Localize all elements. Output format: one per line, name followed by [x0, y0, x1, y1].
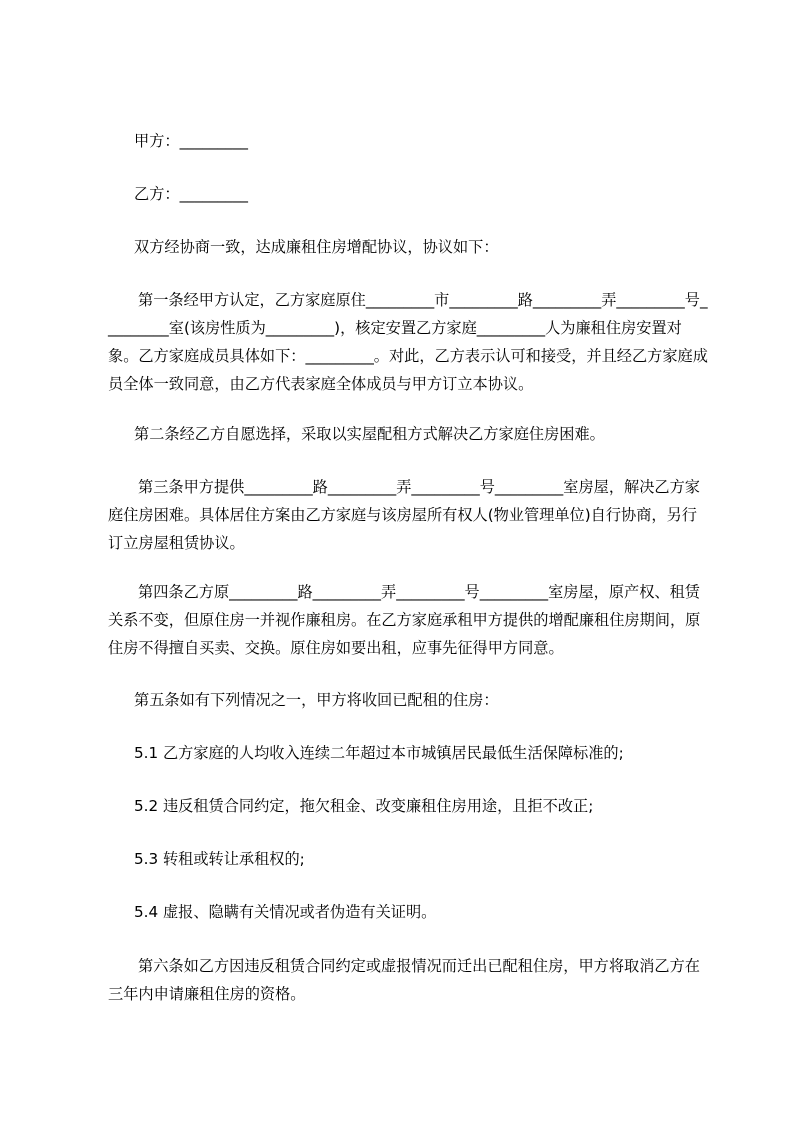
article-5-paragraph: 第五条如有下列情况之一，甲方将收回已配租的住房： — [134, 691, 499, 709]
article-6-paragraph: 第六条如乙方因违反租赁合同约定或虚报情况而迁出已配租住房，甲方将取消乙方在三年内申请廉租住房的资格。 — [108, 957, 700, 1003]
intro-paragraph: 双方经协商一致，达成廉租住房增配协议，协议如下： — [134, 238, 499, 256]
party-b-line: 乙方：_________ — [134, 185, 248, 203]
clause-5-3: 5.3 转租或转让承租权的; — [134, 850, 305, 868]
clause-5-4: 5.4 虚报、隐瞒有关情况或者伪造有关证明。 — [134, 903, 437, 921]
article-1-paragraph: 第一条经甲方认定，乙方家庭原住_________市_________路_________弄_________号_________室(该房性质为_________)，核定安置乙方家庭_________人为廉租住房安置对象。乙方家庭成员具体如下：_________。对此，乙方表示认可和接受，并且经乙方家庭成员全体一致同意，由乙方代表家庭全体成员与甲方订立本协议。 — [108, 291, 708, 393]
clause-5-2: 5.2 违反租赁合同约定，拖欠租金、改变廉租住房用途，且拒不改正; — [134, 797, 594, 815]
article-3-paragraph: 第三条甲方提供_________路_________弄_________号_________室房屋，解决乙方家庭住房困难。具体居住方案由乙方家庭与该房屋所有权人(物业管理单位)自行协商，另行订立房屋租赁协议。 — [108, 478, 700, 552]
clause-5-1: 5.1 乙方家庭的人均收入连续二年超过本市城镇居民最低生活保障标准的; — [134, 744, 624, 762]
article-2-paragraph: 第二条经乙方自愿选择，采取以实屋配租方式解决乙方家庭住房困难。 — [134, 425, 605, 443]
party-a-line: 甲方：_________ — [134, 132, 248, 150]
article-4-paragraph: 第四条乙方原_________路_________弄_________号_________室房屋，原产权、租赁关系不变，但原住房一并视作廉租房。在乙方家庭承租甲方提供的增配廉租住房期间，原住房不得擅自买卖、交换。原住房如要出租，应事先征得甲方同意。 — [108, 583, 701, 657]
